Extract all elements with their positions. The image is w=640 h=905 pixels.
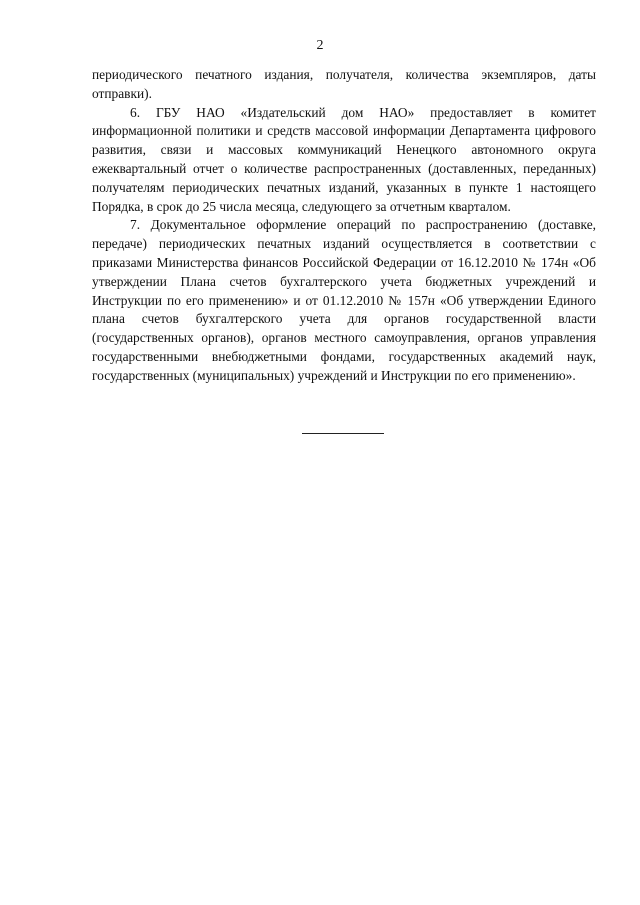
paragraph-item-7: 7. Документальное оформление операций по распространению (доставке, передаче) периодических печатных изданий осуществляется в соответствии с приказами Министерства финансов Российской Федерации от 16.12.2010 № 174н «Об утверждении Плана счетов бухгалтерского учета бюджетных учреждений и Инструкции по его применению» и от 01.12.2010 № 157н «Об утверждении Единого плана счетов бухгалтерского учета для органов государственной власти (государственных органов), органов местного самоуправления, органов управления государственными внебюджетными фондами, государственных академий наук, государственных (муниципальных) учреждений и Инструкции по его применению».: [92, 217, 596, 383]
paragraph-continuation: периодического печатного издания, получателя, количества экземпляров, даты отправки).: [92, 67, 596, 101]
paragraph-item-6: 6. ГБУ НАО «Издательский дом НАО» предоставляет в комитет информационной политики и средств массовой информации Департамента цифрового развития, связи и массовых коммуникаций Ненецкого автономного округа ежеквартальный отчет о количестве распространенных (доставленных, переданных) получателям периодических печатных изданий, указанных в пункте 1 настоящего Порядка, в срок до 25 числа месяца, следующего за отчетным кварталом.: [92, 104, 596, 214]
document-body: [92, 66, 596, 386]
end-separator-line: [302, 433, 384, 434]
page-number: 2: [316, 38, 324, 53]
